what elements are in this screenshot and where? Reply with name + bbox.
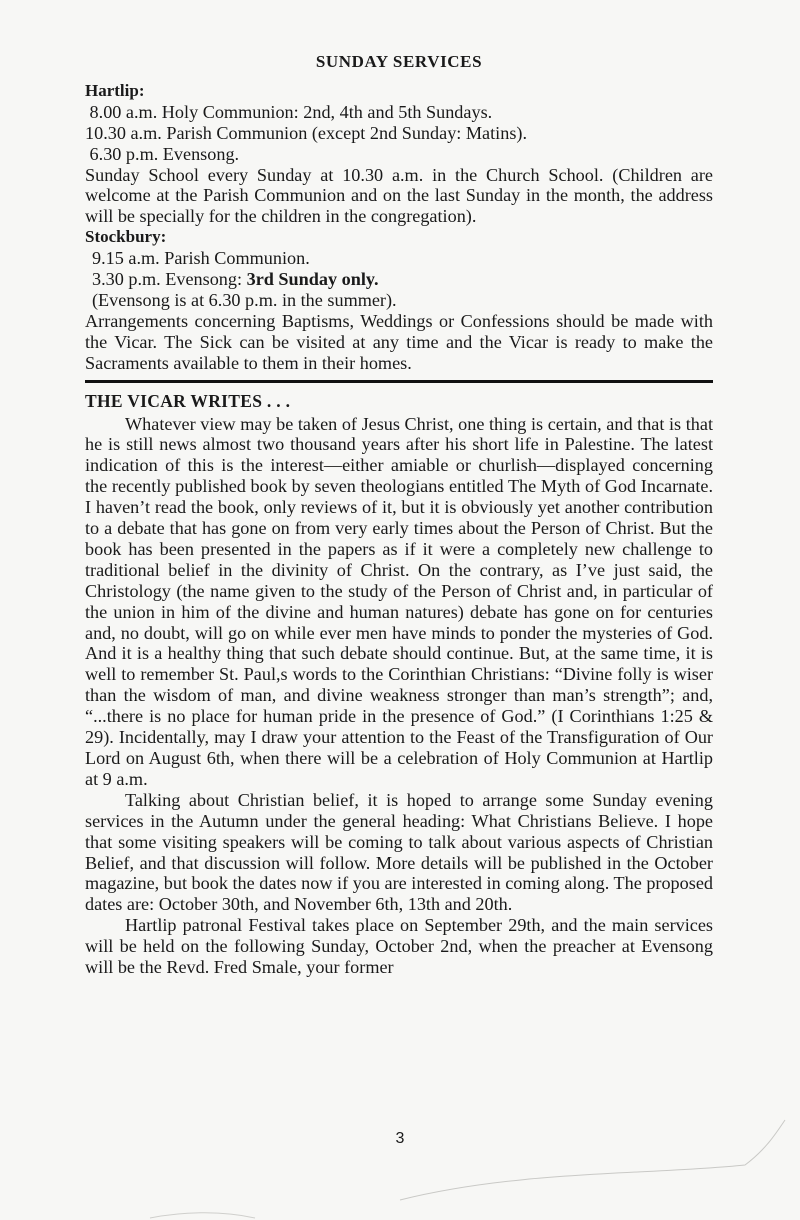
stockbury-service-1: 9.15 a.m. Parish Communion.	[92, 248, 310, 269]
stockbury-service-2	[85, 269, 713, 290]
section-divider	[85, 380, 713, 383]
hartlip-service-3: 6.30 p.m. Evensong.	[85, 143, 240, 164]
vicar-section	[85, 391, 713, 978]
vicar-paragraph-1: Whatever view may be taken of Jesus Christ, one thing is certain, and that is that he is still news almost two thousand years after his short life in Palestine. The latest indication of this is the interest—either amiable or churlish—displayed concerning the recently published book by seven theologians entitled The Myth of God Incarnate. I haven’t read the book, only reviews of it, but it is obviously yet another contribution to a debate that has gone on from very early times about the Person of Christ. But the book has been presented in the papers as if it were a completely new challenge to traditional belief in the divinity of Christ. On the contrary, as I’ve just said, the Christology (the name given to the study of the Person of Christ and, in particular of the union in him of the divine and human natures) debate has gone on for centuries and, no doubt, will go on while ever men have minds to ponder the mysteries of God. And it is a healthy thing that such debate should continue. But, at the same time, it is well to remember St. Paul,s words to the Corinthian Christians: “Divine folly is wiser than the wisdom of man, and divine weakness stronger than man’s strength”; and, “...there is no place for human pride in the presence of God.” (I Corinthians 1:25 & 29). Incidentally, may I draw your attention to the Feast of the Transfiguration of Our Lord on August 6th, when there will be a celebration of Holy Communion at Hartlip at 9 a.m.	[85, 413, 713, 789]
stockbury-heading: Stockbury:	[85, 227, 167, 247]
hartlip-heading: Hartlip:	[85, 80, 145, 100]
stockbury-note: Arrangements concerning Baptisms, Weddings or Confessions should be made with the Vicar. The Sick can be visited at any time and the Vicar is ready to make the Sacraments available to them in their homes.	[85, 310, 713, 373]
stockbury-section	[85, 227, 713, 373]
hartlip-note: Sunday School every Sunday at 10.30 a.m. in the Church School. (Children are welcome at the Parish Communion and on the last Sunday in the month, the address will be specially for the children in the congregation).	[85, 164, 713, 227]
page-title: SUNDAY SERVICES	[315, 52, 483, 71]
hartlip-service-1: 8.00 a.m. Holy Communion: 2nd, 4th and 5th Sundays.	[85, 101, 493, 122]
hartlip-section	[85, 81, 713, 227]
stockbury-service-2-text: 3.30 p.m. Evensong:	[92, 269, 247, 290]
stockbury-service-2-emphasis: 3rd Sunday only.	[246, 269, 379, 290]
page-content	[85, 52, 713, 978]
page-number: 3	[395, 1130, 405, 1147]
vicar-heading: THE VICAR WRITES . . .	[85, 390, 291, 411]
vicar-paragraph-2: Talking about Christian belief, it is hoped to arrange some Sunday evening services in the Autumn under the general heading: What Christians Believe. I hope that some visiting speakers will be coming to talk about various aspects of Christian Belief, and that discussion will follow. More details will be published in the October magazine, but book the dates now if you are interested in coming along. The proposed dates are: October 30th, and November 6th, 13th and 20th.	[85, 789, 713, 915]
vicar-paragraph-3: Hartlip patronal Festival takes place on September 29th, and the main services will be held on the following Sunday, October 2nd, when the preacher at Evensong will be the Revd. Fred Smale, your former	[85, 915, 713, 978]
hartlip-service-2: 10.30 a.m. Parish Communion (except 2nd Sunday: Matins).	[85, 122, 528, 143]
stockbury-service-3: (Evensong is at 6.30 p.m. in the summer).	[92, 289, 397, 310]
